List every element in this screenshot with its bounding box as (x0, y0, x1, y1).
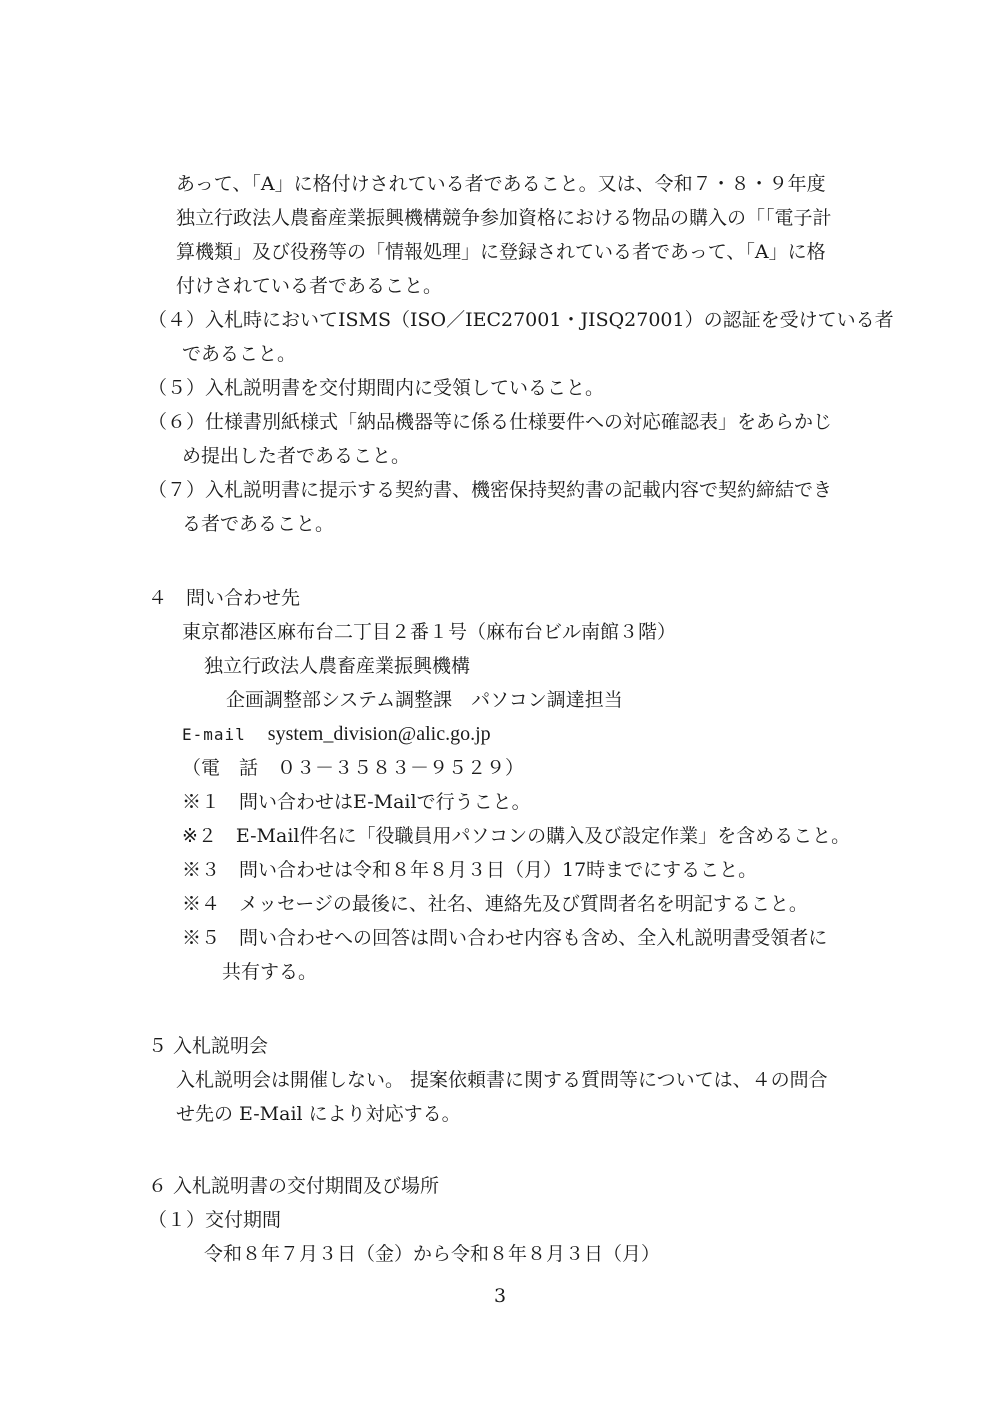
note-5-cont: 共有する。 (222, 961, 318, 983)
note-3: ※３ 問い合わせは令和８年８月３日（月）17時までにすること。 (182, 859, 758, 881)
contact-department: 企画調整部システム調整課 パソコン調達担当 (226, 689, 623, 711)
list-item-5: （５）入札説明書を交付期間内に受領していること。 (148, 377, 605, 399)
text-line: 付けされている者であること。 (176, 275, 443, 297)
text-line: 独立行政法人農畜産業振興機構競争参加資格における物品の購入の「「電子計 (176, 207, 832, 229)
contact-email-row (182, 722, 491, 747)
list-item-4-cont: であること。 (182, 343, 297, 365)
text-line: 算機類」及び役務等の「情報処理」に登録されている者であって、「A」に格 (176, 241, 826, 263)
distribution-period: 令和８年７月３日（金）から令和８年８月３日（月） (204, 1243, 661, 1265)
list-item-6-cont: め提出した者であること。 (182, 445, 411, 467)
email-address[interactable]: system_division@alic.go.jp (267, 723, 491, 745)
contact-organization: 独立行政法人農畜産業振興機構 (204, 655, 471, 677)
email-label: E-mail (182, 725, 246, 744)
note-2: ※２ E-Mail件名に「役職員用パソコンの購入及び設定作業」を含めること。 (182, 825, 851, 847)
section-heading-contact: ４ 問い合わせ先 (148, 587, 301, 609)
contact-address: 東京都港区麻布台二丁目２番１号（麻布台ビル南館３階） (182, 621, 677, 643)
section-heading-briefing: ５ 入札説明会 (148, 1035, 269, 1057)
list-item-6: （６）仕様書別紙様式「納品機器等に係る仕様要件への対応確認表」をあらかじ (148, 411, 833, 433)
list-item-4: （４）入札時においてISMS（ISO／IEC27001・JISQ27001）の認証を受けている者 (148, 309, 894, 331)
note-5: ※５ 問い合わせへの回答は問い合わせ内容も含め、全入札説明書受領者に (182, 927, 828, 949)
list-item-7-cont: る者であること。 (182, 513, 335, 535)
note-4: ※４ メッセージの最後に、社名、連絡先及び質問者名を明記すること。 (182, 893, 808, 915)
contact-phone: （電 話 ０３－３５８３－９５２９） (182, 757, 525, 779)
sub-heading-period: （１）交付期間 (148, 1209, 282, 1231)
list-item-7: （７）入札説明書に提示する契約書、機密保持契約書の記載内容で契約締結でき (148, 479, 833, 501)
page-number: 3 (493, 1285, 507, 1307)
briefing-text: 入札説明会は開催しない。 提案依頼書に関する質問等については、４の問合 (176, 1069, 828, 1091)
section-heading-distribution: ６ 入札説明書の交付期間及び場所 (148, 1175, 440, 1197)
text-line: あって、「A」に格付けされている者であること。又は、令和７・８・９年度 (176, 173, 826, 195)
briefing-text-cont: せ先の E-Mail により対応する。 (176, 1103, 461, 1125)
note-1: ※１ 問い合わせはE-Mailで行うこと。 (182, 791, 531, 813)
